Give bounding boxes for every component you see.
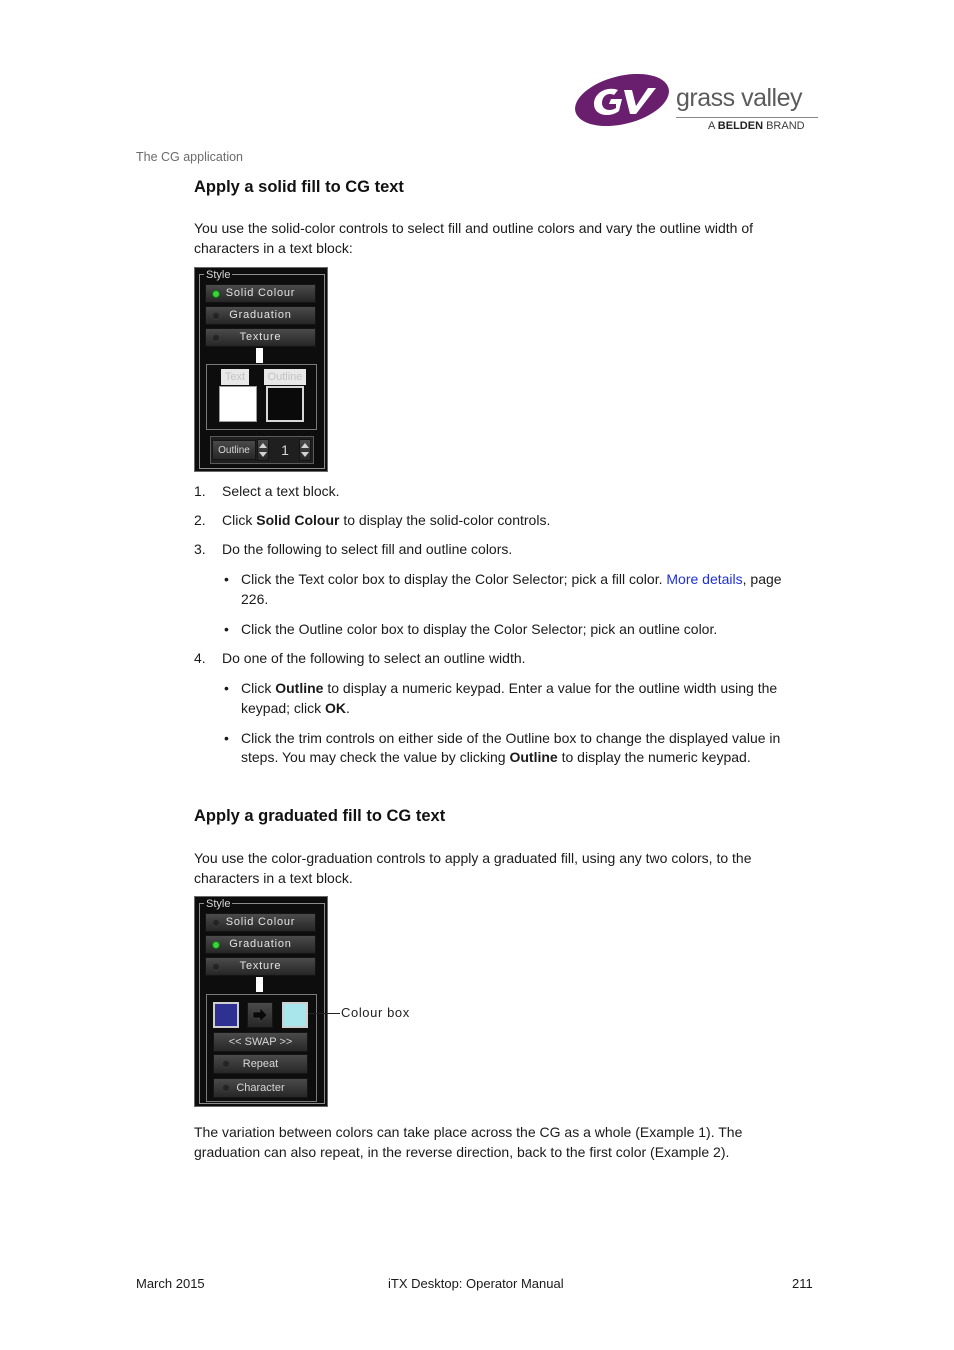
grass-valley-logo — [572, 70, 822, 136]
bullet-dot-icon: • — [224, 621, 229, 637]
solid-colour-style-panel — [194, 267, 328, 472]
footer-page-number: 211 — [792, 1276, 813, 1291]
start-colour-box[interactable] — [213, 1002, 239, 1028]
solid-colour-button[interactable]: Solid Colour — [205, 913, 316, 932]
graduation-led-icon — [212, 941, 220, 949]
arrow-right-icon — [248, 1003, 272, 1027]
outline-colour-label: Outline — [264, 369, 306, 385]
character-led-icon — [222, 1084, 230, 1092]
bullet-dot-icon: • — [224, 571, 229, 587]
logo-rule — [676, 117, 818, 118]
repeat-button[interactable]: Repeat — [213, 1054, 308, 1074]
section1-heading: Apply a solid fill to CG text — [194, 178, 404, 196]
section2-outro: The variation between colors can take place across the CG as a whole (Example 1). The graduation can also repeat, in the reverse direction, back to the first color (Example 2). — [194, 1124, 743, 1160]
bullet-dot-icon: • — [224, 680, 229, 696]
section1-intro: You use the solid-color controls to select fill and outline colors and vary the outline width of characters in a text block: — [194, 220, 754, 256]
footer-date: March 2015 — [136, 1276, 205, 1291]
end-colour-box[interactable] — [282, 1002, 308, 1028]
section2-intro: You use the color-graduation controls to apply a graduated fill, using any two colors, to the characters in a text block. — [194, 850, 752, 886]
bullet-dot-icon: • — [224, 730, 229, 746]
trim-arrows-icon — [258, 440, 268, 460]
outline-width-button[interactable]: Outline — [212, 440, 256, 460]
logo-wordmark: grass valley — [676, 84, 802, 112]
colour-box-callout: Colour box — [341, 1005, 410, 1020]
colour-box-callout-line — [308, 1013, 340, 1014]
trim-right-control[interactable] — [299, 439, 311, 461]
solid-colour-led-icon — [212, 919, 220, 927]
style-legend: Style — [206, 269, 231, 281]
texture-button[interactable]: Texture — [205, 328, 316, 347]
graduation-style-panel — [194, 896, 328, 1107]
graduation-button[interactable]: Graduation — [205, 306, 316, 325]
trim-left-control[interactable] — [257, 439, 269, 461]
graduation-button[interactable]: Graduation — [205, 935, 316, 954]
more-details-link[interactable]: More details — [666, 571, 743, 587]
outline-colour-box[interactable] — [266, 386, 304, 422]
style-legend: Style — [206, 898, 231, 910]
texture-button[interactable]: Texture — [205, 957, 316, 976]
texture-led-icon — [212, 963, 220, 971]
direction-arrow-button[interactable] — [247, 1002, 273, 1028]
text-colour-box[interactable] — [219, 386, 257, 422]
texture-led-icon — [212, 334, 220, 342]
running-title: The CG application — [136, 150, 244, 164]
solid-colour-button[interactable]: Solid Colour — [205, 284, 316, 303]
gv-emblem-icon — [572, 70, 676, 128]
swap-button[interactable]: << SWAP >> — [213, 1032, 308, 1052]
logo-subline: A BELDEN BRAND — [708, 120, 805, 132]
section2-heading: Apply a graduated fill to CG text — [194, 807, 446, 825]
character-button[interactable]: Character — [213, 1078, 308, 1098]
outline-width-value: 1 — [281, 442, 289, 458]
text-colour-label: Text — [221, 369, 249, 385]
panel-connector — [256, 977, 263, 992]
panel-connector — [256, 348, 263, 363]
repeat-led-icon — [222, 1060, 230, 1068]
footer-title: iTX Desktop: Operator Manual — [388, 1276, 564, 1291]
trim-arrows-icon — [300, 440, 310, 460]
graduation-led-icon — [212, 312, 220, 320]
solid-colour-led-icon — [212, 290, 220, 298]
